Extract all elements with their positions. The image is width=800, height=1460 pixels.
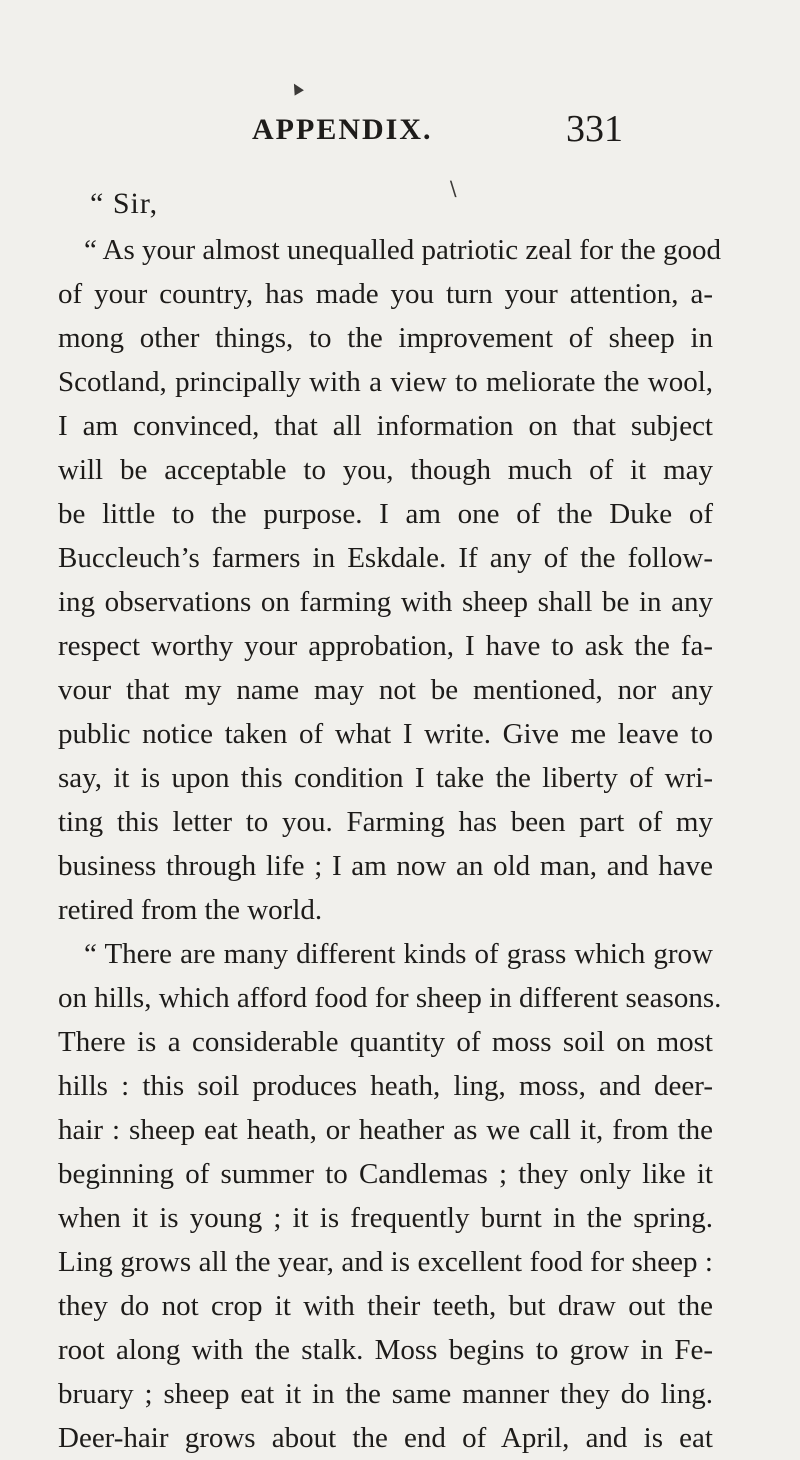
text-line: on hills, which afford food for sheep in different seasons. [58, 982, 722, 1014]
text-line: vour that my name may not be mentioned, nor any [58, 674, 713, 706]
text-line: I am convinced, that all information on that subject [58, 410, 713, 442]
text-line: ting this letter to you. Farming has been part of my [58, 806, 713, 838]
text-line: ing observations on farming with sheep shall be in any [58, 586, 713, 618]
text-line: bruary ; sheep eat it in the same manner they do ling. [58, 1378, 713, 1410]
text-line: Buccleuch’s farmers in Eskdale. If any of the follow- [58, 542, 713, 574]
text-line: respect worthy your approbation, I have to ask the fa- [58, 630, 713, 662]
text-line: There is a considerable quantity of moss soil on most [58, 1026, 713, 1058]
text-line: hair : sheep eat heath, or heather as we call it, from the [58, 1114, 713, 1146]
text-line: of your country, has made you turn your attention, a- [58, 278, 713, 310]
letter-salutation: “ Sir, [90, 187, 159, 220]
page-number: 331 [566, 108, 623, 150]
text-line: Scotland, principally with a view to meliorate the wool, [58, 366, 713, 398]
text-line: say, it is upon this condition I take the liberty of wri- [58, 762, 713, 794]
text-line: beginning of summer to Candlemas ; they only like it [58, 1158, 713, 1190]
text-line: “ There are many different kinds of grass which grow [84, 938, 713, 970]
letter-body [58, 228, 722, 1460]
text-line: Deer-hair grows about the end of April, and is eat [58, 1422, 713, 1454]
text-line: “ As your almost unequalled patriotic zeal for the good [84, 234, 722, 266]
text-line: mong other things, to the improvement of sheep in [58, 322, 713, 354]
running-head: APPENDIX. [252, 113, 433, 146]
text-line: business through life ; I am now an old man, and have [58, 850, 713, 882]
text-line: retired from the world. [58, 894, 323, 926]
text-line: hills : this soil produces heath, ling, moss, and deer- [58, 1070, 713, 1102]
printer-mark-icon: ∖ [446, 177, 459, 201]
text-line: when it is young ; it is frequently burnt in the spring. [58, 1202, 713, 1234]
page-header [0, 105, 800, 155]
text-line: root along with the stalk. Moss begins to grow in Fe- [58, 1334, 713, 1366]
text-line: will be acceptable to you, though much of it may [58, 454, 713, 486]
text-line: be little to the purpose. I am one of the Duke of [58, 498, 713, 530]
printer-mark-icon: ▲ [287, 78, 306, 98]
text-line: public notice taken of what I write. Give me leave to [58, 718, 713, 750]
text-line: Ling grows all the year, and is excellent food for sheep : [58, 1246, 713, 1278]
text-line: they do not crop it with their teeth, but draw out the [58, 1290, 713, 1322]
